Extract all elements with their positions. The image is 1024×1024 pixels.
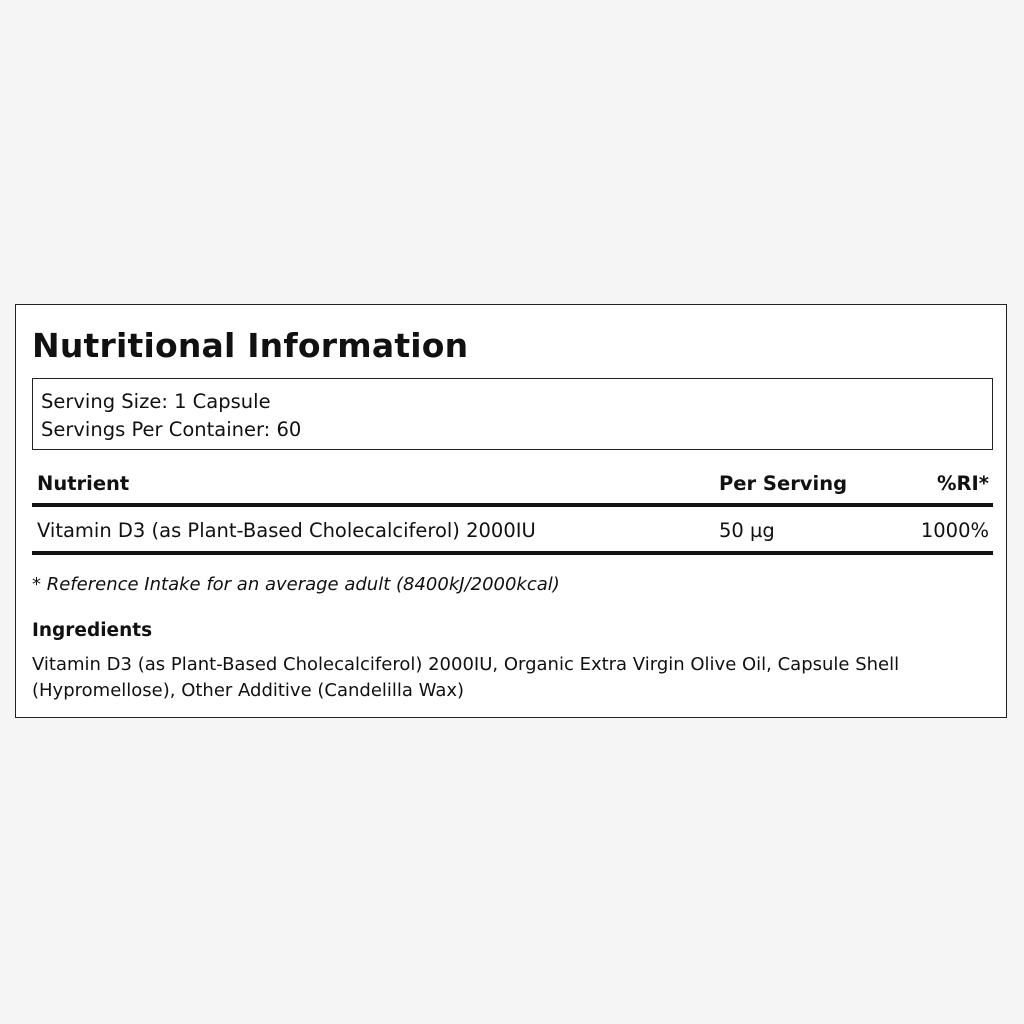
table-header-row xyxy=(32,465,993,503)
nutrient-name: Vitamin D3 (as Plant-Based Cholecalciferol) 2000IU xyxy=(37,519,536,542)
table-row xyxy=(32,507,993,551)
ri-footnote: * Reference Intake for an average adult (8400kJ/2000kcal) xyxy=(32,574,560,595)
header-per-serving: Per Serving xyxy=(719,472,848,495)
table-bottom-divider xyxy=(32,551,993,555)
servings-per-container: Servings Per Container: 60 xyxy=(41,418,302,441)
nutrient-ri: 1000% xyxy=(920,519,989,542)
header-ri: %RI* xyxy=(936,472,989,495)
serving-size: Serving Size: 1 Capsule xyxy=(41,390,271,413)
nutrient-table xyxy=(32,465,993,555)
header-nutrient: Nutrient xyxy=(37,472,130,495)
ingredients-heading: Ingredients xyxy=(32,620,153,641)
nutrient-amount: 50 µg xyxy=(719,519,775,542)
serving-info-box xyxy=(32,378,993,450)
ingredients-text: Vitamin D3 (as Plant-Based Cholecalciferol) 2000IU, Organic Extra Virgin Olive Oil, Capsule Shell (Hypromellose), Other Additive (Candelilla Wax) xyxy=(32,654,900,701)
nutrition-panel xyxy=(15,304,1007,718)
panel-title: Nutritional Information xyxy=(32,326,469,365)
